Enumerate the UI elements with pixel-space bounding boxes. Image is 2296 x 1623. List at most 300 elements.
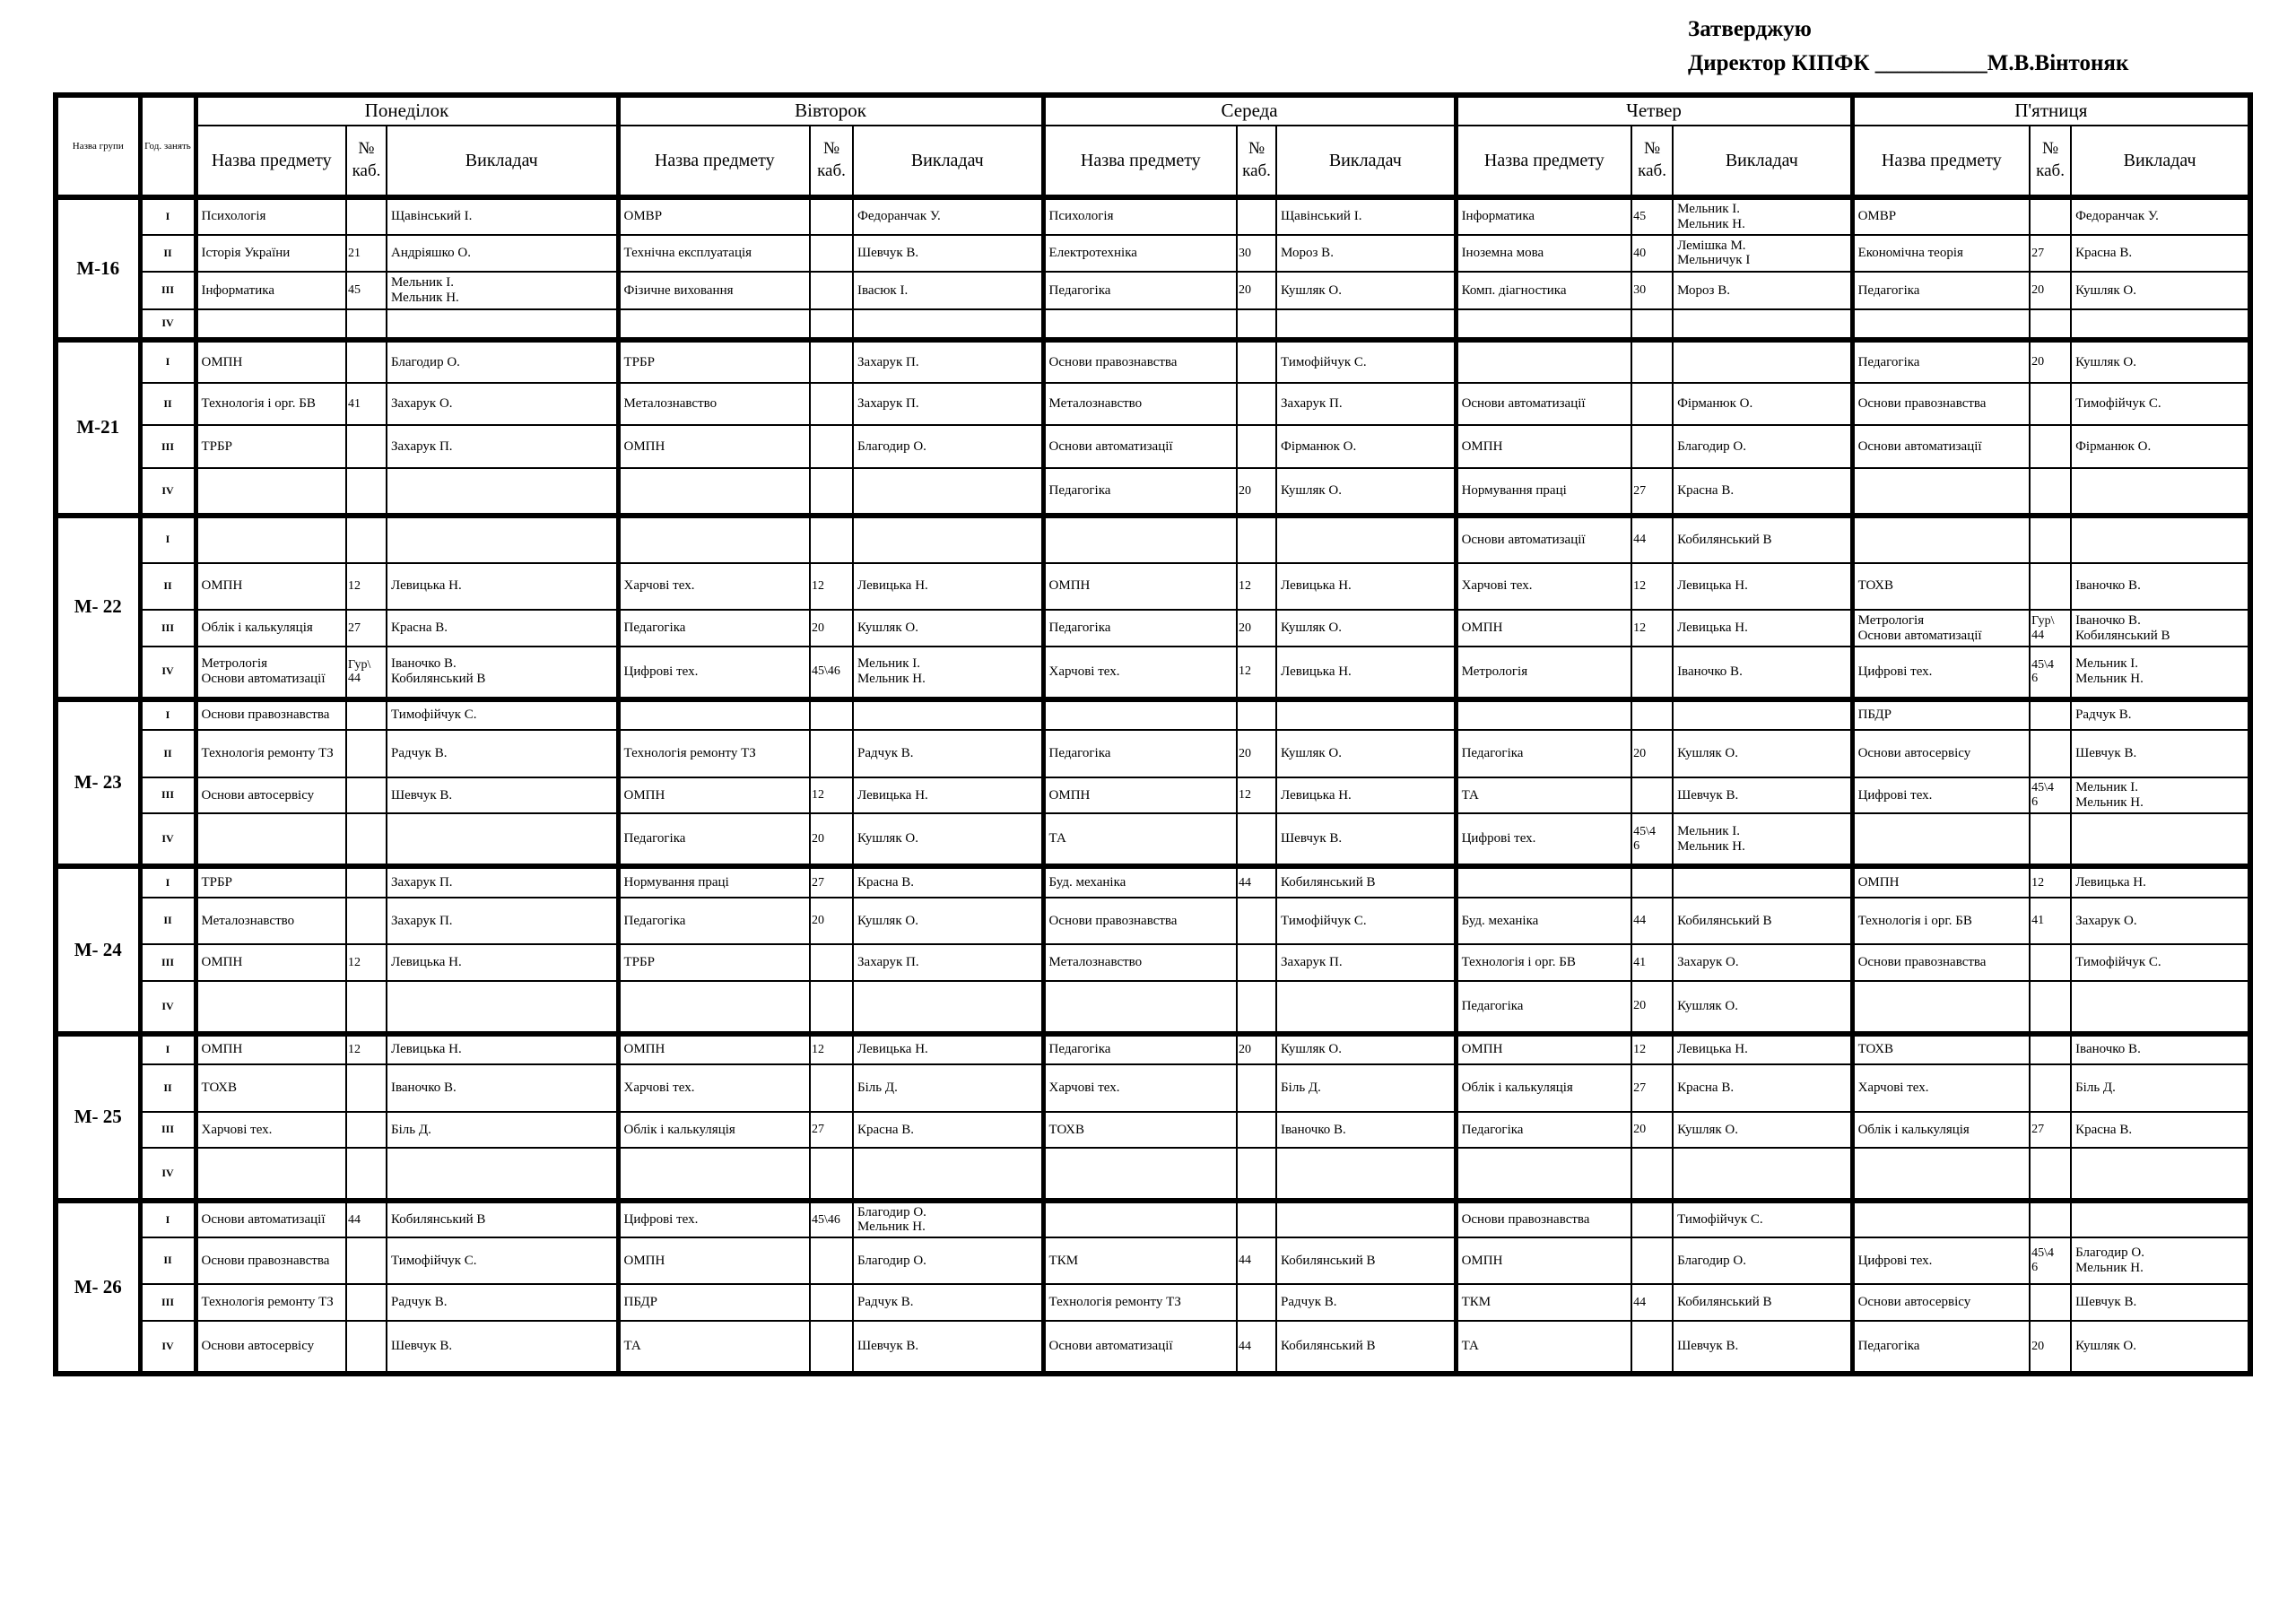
subject-cell-tuesday [618,468,810,516]
subject-cell-thursday: ТА [1456,777,1631,814]
subject-cell-thursday: Інформатика [1456,197,1631,235]
lesson-row [56,340,2250,383]
teacher-cell-monday: Радчук В. [387,730,618,777]
subject-cell-wednesday [1043,981,1237,1034]
subject-cell-wednesday [1043,516,1237,563]
subject-cell-friday [1852,516,2030,563]
teacher-line: Мельник І. [1677,823,1741,838]
teacher-cell-monday: Захарук П. [387,898,618,945]
subject-cell-tuesday: ТА [618,1321,810,1374]
subject-cell-monday [196,309,346,340]
teacher-cell-friday [2071,1148,2250,1201]
subject-cell-friday: Педагогіка [1852,272,2030,309]
teacher-cell-thursday: Красна В. [1673,468,1852,516]
subject-cell-tuesday: ОМПН [618,1034,810,1064]
room-cell-tuesday [810,1064,853,1112]
room-cell-thursday: 44 [1631,516,1673,563]
room-cell-monday [346,866,387,897]
subject-cell-wednesday: Педагогіка [1043,1034,1237,1064]
room-line: 45\4 [1633,825,1656,839]
subject-cell-tuesday: Нормування праці [618,866,810,897]
teacher-cell-monday: Андріяшко О. [387,235,618,273]
room-cell-wednesday [1237,1201,1276,1237]
lesson-row [56,197,2250,235]
teacher-cell-monday: Щавінський І. [387,197,618,235]
subject-cell-friday [1852,981,2030,1034]
room-cell-thursday [1631,777,1673,814]
room-cell-thursday: 45 [1631,197,1673,235]
lesson-row [56,1148,2250,1201]
teacher-cell-monday: Кобилянський В [387,1201,618,1237]
teacher-cell-friday: Красна В. [2071,235,2250,273]
subject-cell-friday: Економічна теорія [1852,235,2030,273]
subject-cell-wednesday: ОМПН [1043,563,1237,611]
subject-cell-monday: ОМПН [196,340,346,383]
teacher-line: Мельник Н. [391,290,459,305]
room-cell-tuesday [810,197,853,235]
subject-cell-friday: Основи правознавства [1852,383,2030,426]
teacher-cell-monday: Шевчук В. [387,777,618,814]
lesson-number-cell: II [140,563,196,611]
subject-cell-wednesday: Основи правознавства [1043,898,1237,945]
subject-cell-wednesday [1043,1201,1237,1237]
teacher-cell-tuesday [853,699,1043,730]
teacher-column-header-monday: Викладач [387,126,618,197]
teacher-line: Мельник І. [1677,201,1741,216]
teacher-cell-monday: Левицька Н. [387,563,618,611]
teacher-cell-friday [2071,813,2250,866]
subject-cell-wednesday: Харчові тех. [1043,1064,1237,1112]
room-cell-monday [346,1112,387,1149]
room-cell-tuesday [810,1148,853,1201]
room-cell-wednesday [1237,309,1276,340]
teacher-cell-wednesday [1276,981,1456,1034]
teacher-cell-wednesday [1276,309,1456,340]
teacher-cell-tuesday: Кушляк О. [853,898,1043,945]
subject-cell-thursday: Комп. діагностика [1456,272,1631,309]
room-cell-friday: 20 [2030,340,2071,383]
teacher-line: Іваночко В. [391,656,457,672]
subject-cell-wednesday: ОМПН [1043,777,1237,814]
teacher-cell-thursday: Красна В. [1673,1064,1852,1112]
teacher-cell-wednesday: Кобилянський В [1276,1237,1456,1285]
lesson-number-cell: IV [140,468,196,516]
approve-label: Затверджую [1688,17,1812,41]
room-cell-friday [2030,610,2071,647]
room-line: 44 [2031,628,2045,642]
teacher-line: Мельник І. [2075,656,2139,672]
subject-cell-tuesday: Педагогіка [618,813,810,866]
teacher-cell-friday: Фірманюк О. [2071,425,2250,468]
lesson-column-header: Год. занять [140,95,196,197]
room-cell-monday [346,1237,387,1285]
teacher-line: Мельник Н. [2075,1261,2144,1276]
room-cell-friday [2030,563,2071,611]
teacher-cell-friday: Радчук В. [2071,699,2250,730]
teacher-line: Мельник Н. [1677,838,1745,854]
teacher-cell-friday: Левицька Н. [2071,866,2250,897]
teacher-cell-tuesday: Левицька Н. [853,563,1043,611]
teacher-cell-thursday [1673,340,1852,383]
room-cell-friday: 41 [2030,898,2071,945]
subject-cell-monday: Харчові тех. [196,1112,346,1149]
lesson-row [56,699,2250,730]
room-cell-wednesday [1237,425,1276,468]
lesson-number-cell: III [140,272,196,309]
teacher-cell-wednesday [1276,1201,1456,1237]
subject-cell-wednesday: Основи автоматизації [1043,425,1237,468]
room-cell-monday [346,699,387,730]
teacher-column-header-wednesday: Викладач [1276,126,1456,197]
room-cell-friday: 20 [2030,272,2071,309]
day-header-thursday: Четвер [1456,95,1852,126]
room-cell-thursday [1631,1321,1673,1374]
subject-cell-friday: Основи автосервісу [1852,1284,2030,1321]
subject-cell-monday [196,813,346,866]
subject-cell-thursday [1456,340,1631,383]
room-cell-wednesday [1237,1284,1276,1321]
subject-cell-wednesday [1043,699,1237,730]
subject-cell-monday: ОМПН [196,1034,346,1064]
subject-cell-friday: Основи правознавства [1852,944,2030,981]
teacher-cell-tuesday: Благодир О. [853,1237,1043,1285]
subject-cell-tuesday: Облік і калькуляція [618,1112,810,1149]
room-line: 45\4 [2031,657,2054,672]
subject-cell-wednesday: ТОХВ [1043,1112,1237,1149]
teacher-cell-tuesday: Радчук В. [853,1284,1043,1321]
room-cell-tuesday [810,1321,853,1374]
subject-cell-tuesday [618,309,810,340]
room-cell-friday: 27 [2030,235,2071,273]
subject-cell-tuesday: ТРБР [618,944,810,981]
room-cell-wednesday: 44 [1237,866,1276,897]
lesson-number-cell: III [140,425,196,468]
room-cell-wednesday [1237,340,1276,383]
subject-cell-monday: ТРБР [196,425,346,468]
director-signature-line: Директор КІПФК __________М.В.Вінтоняк [1688,51,2129,75]
room-cell-wednesday [1237,944,1276,981]
group-name-cell: М- 25 [56,1034,140,1202]
subject-cell-friday [1852,610,2030,647]
subject-cell-tuesday: Технологія ремонту ТЗ [618,730,810,777]
room-cell-thursday: 20 [1631,730,1673,777]
lesson-row [56,610,2250,647]
subject-cell-thursday: ТКМ [1456,1284,1631,1321]
subject-cell-thursday: Харчові тех. [1456,563,1631,611]
subject-cell-wednesday: Металознавство [1043,944,1237,981]
teacher-cell-wednesday: Шевчук В. [1276,813,1456,866]
teacher-cell-wednesday [1276,516,1456,563]
subject-cell-friday [1852,1148,2030,1201]
teacher-cell-thursday: Левицька Н. [1673,563,1852,611]
room-cell-monday: 45 [346,272,387,309]
teacher-cell-wednesday: Кобилянський В [1276,1321,1456,1374]
subject-cell-thursday: ОМПН [1456,610,1631,647]
room-line: Гур\ [2031,613,2055,628]
room-column-header-friday: № каб. [2030,126,2071,197]
room-cell-thursday: 27 [1631,468,1673,516]
subject-cell-friday: Облік і калькуляція [1852,1112,2030,1149]
room-cell-wednesday [1237,383,1276,426]
room-cell-friday [2030,309,2071,340]
room-cell-tuesday: 45\46 [810,647,853,699]
subject-cell-friday: Цифрові тех. [1852,777,2030,814]
subject-cell-monday: ОМПН [196,944,346,981]
subject-cell-wednesday: Педагогіка [1043,468,1237,516]
day-header-friday: П'ятниця [1852,95,2250,126]
teacher-cell-tuesday: Захарук П. [853,383,1043,426]
teacher-cell-thursday [1673,866,1852,897]
subject-cell-thursday: Основи автоматизації [1456,516,1631,563]
teacher-cell-monday [387,647,618,699]
teacher-cell-friday [2071,516,2250,563]
teacher-cell-tuesday: Шевчук В. [853,235,1043,273]
teacher-cell-thursday: Захарук О. [1673,944,1852,981]
teacher-cell-thursday: Кушляк О. [1673,1112,1852,1149]
teacher-cell-monday [387,468,618,516]
subject-cell-thursday: ОМПН [1456,425,1631,468]
subject-column-header-thursday: Назва предмету [1456,126,1631,197]
subject-cell-thursday [1456,1148,1631,1201]
lesson-row [56,235,2250,273]
room-cell-monday [346,898,387,945]
room-cell-tuesday [810,235,853,273]
lesson-row [56,383,2250,426]
subject-cell-friday: Педагогіка [1852,340,2030,383]
lesson-number-cell: I [140,866,196,897]
room-cell-monday [346,516,387,563]
teacher-cell-thursday: Шевчук В. [1673,1321,1852,1374]
teacher-cell-tuesday: Красна В. [853,1112,1043,1149]
teacher-cell-wednesday: Мороз В. [1276,235,1456,273]
room-cell-tuesday: 12 [810,1034,853,1064]
subject-cell-wednesday: Педагогіка [1043,610,1237,647]
teacher-cell-wednesday: Тимофійчук С. [1276,340,1456,383]
teacher-cell-monday [387,309,618,340]
room-cell-thursday: 30 [1631,272,1673,309]
teacher-cell-wednesday: Радчук В. [1276,1284,1456,1321]
subject-cell-monday: Технологія ремонту ТЗ [196,1284,346,1321]
room-cell-wednesday: 20 [1237,272,1276,309]
group-name-cell: М- 24 [56,866,140,1034]
lesson-number-cell: I [140,197,196,235]
teacher-line: Мельник І. [857,656,920,672]
teacher-cell-friday: Кушляк О. [2071,272,2250,309]
teacher-cell-thursday: Левицька Н. [1673,1034,1852,1064]
teacher-cell-friday: Шевчук В. [2071,1284,2250,1321]
teacher-cell-thursday [1673,813,1852,866]
room-cell-thursday: 40 [1631,235,1673,273]
teacher-cell-friday: Кушляк О. [2071,340,2250,383]
lesson-number-cell: II [140,898,196,945]
teacher-cell-monday: Красна В. [387,610,618,647]
subject-cell-friday: Харчові тех. [1852,1064,2030,1112]
room-cell-thursday [1631,1237,1673,1285]
teacher-cell-monday: Левицька Н. [387,1034,618,1064]
room-cell-thursday [1631,383,1673,426]
teacher-cell-friday: Красна В. [2071,1112,2250,1149]
room-cell-friday [2030,1237,2071,1285]
group-column-header: Назва групи [56,95,140,197]
subject-cell-wednesday: Буд. механіка [1043,866,1237,897]
teacher-cell-friday: Тимофійчук С. [2071,944,2250,981]
subject-cell-monday [196,468,346,516]
teacher-cell-monday [387,981,618,1034]
approval-block [1688,13,2128,81]
teacher-cell-monday: Захарук О. [387,383,618,426]
teacher-cell-monday: Тимофійчук С. [387,1237,618,1285]
room-cell-wednesday [1237,516,1276,563]
room-cell-tuesday [810,340,853,383]
subject-cell-friday: Цифрові тех. [1852,1237,2030,1285]
subject-cell-monday [196,516,346,563]
room-cell-wednesday [1237,1148,1276,1201]
day-header-row [56,95,2250,126]
lesson-row [56,981,2250,1034]
room-cell-wednesday [1237,981,1276,1034]
room-cell-tuesday [810,981,853,1034]
room-cell-wednesday [1237,699,1276,730]
lesson-number-cell: II [140,1237,196,1285]
lesson-number-cell: I [140,699,196,730]
room-cell-monday: 12 [346,1034,387,1064]
lesson-row [56,647,2250,699]
subject-cell-tuesday: Фізичне виховання [618,272,810,309]
group-name-cell: М-16 [56,197,140,340]
subject-cell-friday [1852,309,2030,340]
subject-cell-tuesday [618,516,810,563]
teacher-cell-monday: Тимофійчук С. [387,699,618,730]
room-cell-thursday: 44 [1631,898,1673,945]
subject-cell-thursday: ОМПН [1456,1034,1631,1064]
room-cell-tuesday [810,425,853,468]
teacher-cell-thursday: Кушляк О. [1673,730,1852,777]
teacher-line: Мельник І. [391,275,454,291]
subject-cell-thursday: Педагогіка [1456,981,1631,1034]
subject-cell-tuesday: Педагогіка [618,610,810,647]
lesson-row [56,516,2250,563]
lesson-number-cell: IV [140,647,196,699]
subject-cell-wednesday: ТА [1043,813,1237,866]
room-cell-wednesday [1237,1112,1276,1149]
teacher-cell-monday: Іваночко В. [387,1064,618,1112]
room-cell-friday [2030,813,2071,866]
lesson-row [56,1201,2250,1237]
room-cell-thursday [1631,813,1673,866]
room-cell-tuesday [810,730,853,777]
subject-cell-friday [1852,1201,2030,1237]
teacher-cell-thursday: Кушляк О. [1673,981,1852,1034]
subject-cell-friday: Основи автоматизації [1852,425,2030,468]
room-cell-wednesday: 20 [1237,1034,1276,1064]
teacher-cell-thursday: Левицька Н. [1673,610,1852,647]
room-cell-thursday [1631,1148,1673,1201]
room-cell-friday [2030,699,2071,730]
room-cell-thursday [1631,309,1673,340]
subject-cell-wednesday: Психологія [1043,197,1237,235]
teacher-cell-friday: Іваночко В. [2071,1034,2250,1064]
subject-cell-wednesday: Електротехніка [1043,235,1237,273]
day-header-wednesday: Середа [1043,95,1456,126]
room-cell-tuesday [810,309,853,340]
teacher-cell-thursday: Фірманюк О. [1673,383,1852,426]
teacher-cell-wednesday: Левицька Н. [1276,563,1456,611]
room-cell-monday: 44 [346,1201,387,1237]
teacher-cell-wednesday: Кушляк О. [1276,1034,1456,1064]
subject-cell-friday: ОМВР [1852,197,2030,235]
room-cell-tuesday [810,516,853,563]
teacher-cell-thursday [1673,699,1852,730]
subject-line: Основи автоматизації [201,672,326,687]
teacher-line: Мельник Н. [857,1219,926,1235]
lesson-number-cell: IV [140,981,196,1034]
subject-cell-wednesday: Основи правознавства [1043,340,1237,383]
subject-cell-monday: ТОХВ [196,1064,346,1112]
subject-cell-wednesday: ТКМ [1043,1237,1237,1285]
lesson-row [56,1064,2250,1112]
room-cell-monday [346,813,387,866]
subject-cell-monday: Основи автоматизації [196,1201,346,1237]
subject-cell-monday: Психологія [196,197,346,235]
room-cell-friday [2030,1201,2071,1237]
subject-cell-monday: Основи правознавства [196,699,346,730]
room-cell-thursday: 20 [1631,1112,1673,1149]
room-cell-friday [2030,944,2071,981]
room-line: Гур\ [348,657,371,672]
room-cell-monday [346,1148,387,1201]
subject-cell-thursday: Нормування праці [1456,468,1631,516]
room-line: 6 [2031,672,2039,686]
group-name-cell: М-21 [56,340,140,516]
room-cell-tuesday: 20 [810,813,853,866]
subject-column-header-monday: Назва предмету [196,126,346,197]
teacher-line: Мельник Н. [2075,795,2144,811]
room-cell-thursday [1631,425,1673,468]
subject-cell-tuesday [618,699,810,730]
teacher-cell-tuesday: Федоранчак У. [853,197,1043,235]
teacher-cell-tuesday: Благодир О. [853,425,1043,468]
room-cell-friday: 27 [2030,1112,2071,1149]
subject-cell-friday: Педагогіка [1852,1321,2030,1374]
room-cell-wednesday [1237,813,1276,866]
teacher-cell-tuesday [853,647,1043,699]
teacher-line: Лемішка М. [1677,238,1746,253]
teacher-cell-friday: Шевчук В. [2071,730,2250,777]
room-cell-monday [346,647,387,699]
subject-cell-thursday: ОМПН [1456,1237,1631,1285]
room-cell-tuesday [810,1237,853,1285]
subject-cell-friday: Цифрові тех. [1852,647,2030,699]
lesson-row [56,944,2250,981]
room-cell-thursday: 20 [1631,981,1673,1034]
lesson-row [56,1284,2250,1321]
teacher-cell-friday [2071,647,2250,699]
room-cell-wednesday: 12 [1237,777,1276,814]
room-cell-monday [346,468,387,516]
teacher-cell-monday: Шевчук В. [387,1321,618,1374]
teacher-cell-tuesday: Красна В. [853,866,1043,897]
subject-cell-friday [1852,468,2030,516]
room-cell-monday: 41 [346,383,387,426]
subject-cell-thursday: Технологія і орг. БВ [1456,944,1631,981]
teacher-cell-tuesday: Біль Д. [853,1064,1043,1112]
lesson-row [56,730,2250,777]
lesson-row [56,1034,2250,1064]
teacher-cell-monday: Левицька Н. [387,944,618,981]
room-cell-thursday: 12 [1631,610,1673,647]
teacher-cell-friday: Тимофійчук С. [2071,383,2250,426]
teacher-cell-wednesday: Щавінський І. [1276,197,1456,235]
